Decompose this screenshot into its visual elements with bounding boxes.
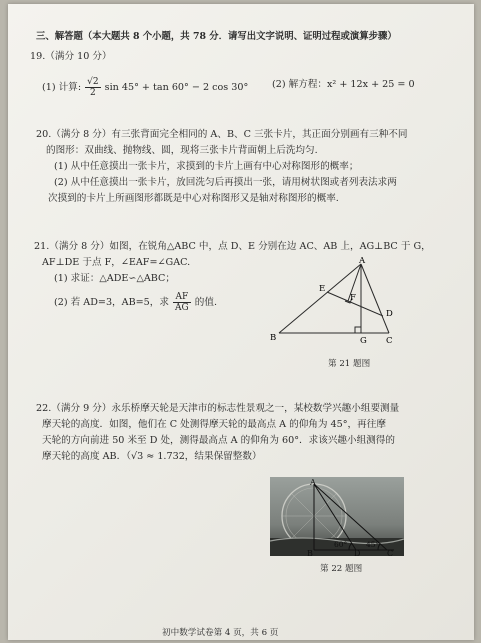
q19-frac-den: 2	[89, 88, 96, 98]
q21-frac-num: AF	[173, 292, 191, 303]
q21-part1: (1) 求证：△ADE∽△ABC；	[54, 273, 175, 284]
q21-part2-prefix: (2) 若 AD=3，AB=5，求	[54, 297, 169, 308]
label-b: B	[307, 549, 313, 556]
label-angle-45: 45°	[366, 540, 380, 549]
section-header: 三、解答题（本大题共 8 个小题，共 78 分．请写出文字说明、证明过程或演算步骤）	[36, 31, 397, 42]
q19-sqrt2-over-2	[85, 77, 100, 98]
q20-line1: 20.（满分 8 分）有三张背面完全相同的 A、B、C 三张卡片，其正面分别画有三种不同	[36, 129, 408, 140]
q19-part1-prefix: (1) 计算:	[42, 82, 82, 93]
label-angle-60: 60°	[334, 540, 348, 549]
q19-part1	[42, 77, 248, 98]
q21-figure-caption: 第 21 题图	[328, 359, 371, 369]
label-d: D	[386, 309, 393, 319]
exam-page	[8, 4, 474, 640]
q20-part1: (1) 从中任意摸出一张卡片，求摸到的卡片上画有中心对称图形的概率；	[54, 161, 359, 172]
edge-ac	[361, 264, 389, 333]
q21-part2	[54, 292, 217, 313]
q21-af-over-ag	[173, 292, 191, 313]
label-a: A	[310, 478, 316, 487]
label-b: B	[270, 333, 277, 343]
q22-line3: 天轮的方向前进 50 米至 D 处，测得最高点 A 的仰角为 60°．求该兴趣小组测得的	[42, 435, 395, 446]
q20-line2: 的图形：双曲线、抛物线、圆，现将三张卡片背面朝上后洗均匀.	[46, 145, 318, 156]
label-d: D	[354, 549, 361, 556]
q21-line2: AF⊥DE 于点 F，∠EAF=∠GAC.	[42, 257, 191, 268]
page-footer: 初中数学试卷第 4 页，共 6 页	[162, 628, 279, 638]
label-f: F	[350, 293, 356, 303]
q19-title: 19.（满分 10 分）	[30, 51, 112, 62]
q22-line2: 摩天轮的高度．如图，他们在 C 处测得摩天轮的最高点 A 的仰角为 45°，再往摩	[42, 419, 386, 430]
q19-frac-num: √2	[87, 77, 99, 87]
label-c: C	[387, 549, 394, 556]
q22-line1: 22.（满分 9 分）永乐桥摩天轮是天津市的标志性景观之一，某校数学兴趣小组要测量	[36, 403, 400, 414]
q21-frac-den: AG	[175, 303, 189, 313]
q22-ferris-wheel-photo	[270, 477, 404, 556]
q21-line1: 21.（满分 8 分）如图，在锐角△ABC 中，点 D、E 分别在边 AC、AB 上，AG⊥BC 于 G，	[34, 241, 431, 252]
label-g: G	[360, 336, 367, 346]
q21-part2-suffix: 的值.	[194, 297, 218, 308]
right-angle-g	[355, 327, 361, 333]
label-c: C	[386, 336, 393, 346]
q21-figure-triangle	[266, 254, 406, 350]
q19-part1-expr: sin 45° + tan 60° − 2 cos 30°	[104, 82, 249, 93]
q22-figure	[270, 477, 404, 556]
label-e: E	[319, 284, 326, 294]
q19-part2: (2) 解方程：x² + 12x + 25 = 0	[272, 79, 415, 90]
q20-part2-cont: 次摸到的卡片上所画图形都既是中心对称图形又是轴对称图形的概率.	[48, 193, 339, 204]
q22-line4: 摩天轮的高度 AB．（√3 ≈ 1.732，结果保留整数）	[42, 451, 262, 462]
q22-figure-caption: 第 22 题图	[320, 564, 363, 574]
q20-part2: (2) 从中任意摸出一张卡片，放回洗匀后再摸出一张，请用树状图或者列表法求两	[54, 177, 397, 188]
label-a: A	[359, 256, 366, 266]
